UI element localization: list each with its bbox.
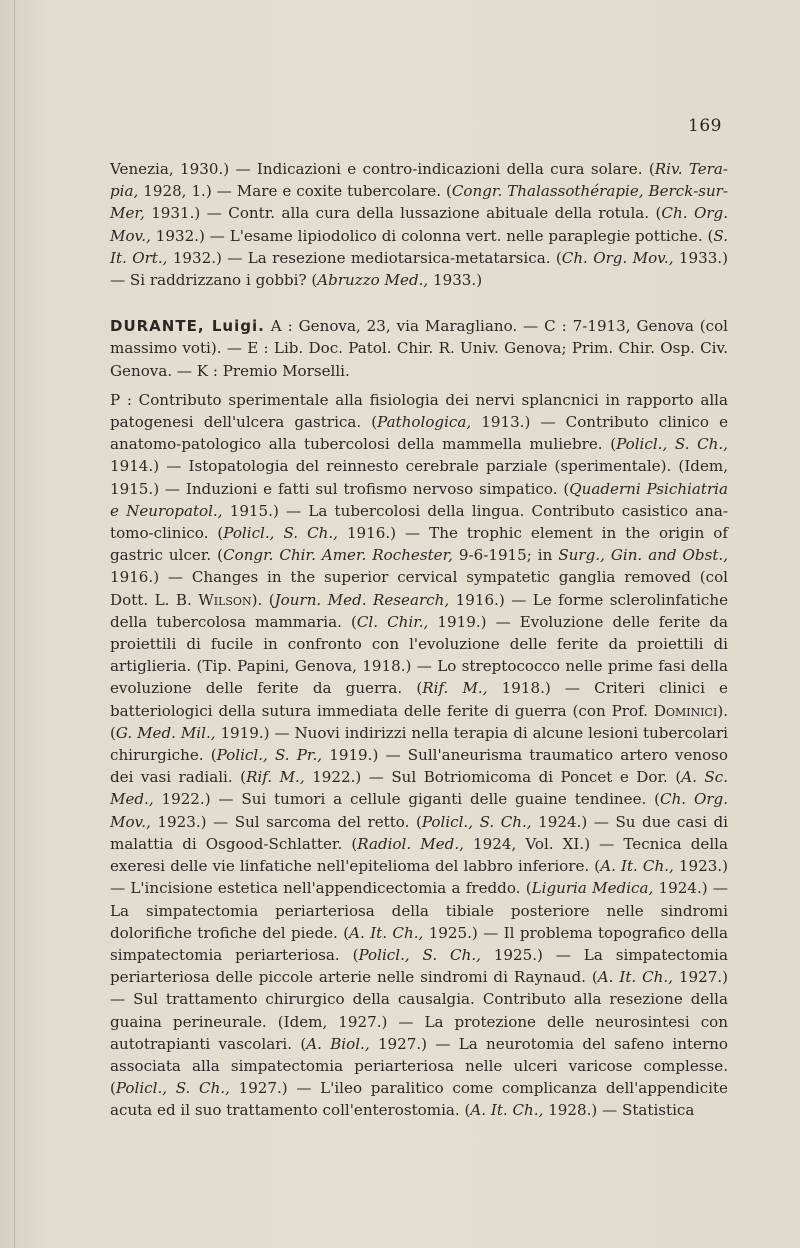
text-run: 1924.) — Su due casi di malattia di Osgood-Schlatter. ( [110, 812, 728, 853]
text-run: 1922.) — Sui tumori a cellule giganti delle guaine tendinee. ( [153, 790, 661, 809]
journal-citation: Radiol. Med., [357, 834, 464, 853]
text-run: 1914.) — Istopatologia del reinnesto cerebrale parziale (sperimentale). (Idem, 1915.) — Induzioni e fatti sul trofismo nervoso simpatico. ( [110, 457, 728, 498]
text-run: 1923.) — Sul sarcoma del retto. ( [150, 812, 422, 831]
binding-edge [14, 0, 15, 1248]
journal-citation: Policl., S. Pr., [216, 746, 323, 765]
journal-citation: Pathologica, [377, 413, 472, 432]
entry-name: DURANTE, Luigi. [110, 317, 265, 336]
journal-citation: Ch. Org. Mov., [561, 248, 674, 267]
text-run: 1916.) — The trophic element in the origin of gastric ulcer. ( [110, 524, 728, 565]
text-run: 1915.) — La tubercolosi della lingua. Contributo casistico anatomo-clinico. ( [110, 501, 728, 543]
journal-citation: A. It. Ch., [349, 923, 424, 942]
journal-citation: Rif. M., [422, 679, 488, 698]
journal-citation: Cl. Chir., [356, 612, 429, 631]
text-run: 1928.) — Statistica [543, 1101, 695, 1120]
journal-citation: Policl., S. Ch., [421, 812, 532, 831]
text-run: 1933.) — Si raddrizzano i gobbi? ( [110, 248, 728, 290]
entry-details: A : Genova, 23, via Maragliano. — C : 7-1913, Genova (col massimo voti). — E : Lib. Doc. Patol. Chir. R. Univ. Genova; Prim. Chir. Osp. Civ. Genova. — K : Premio Morselli. [110, 317, 729, 380]
text-run: 1933.) [428, 271, 483, 290]
text-run: 1932.) — La resezione mediotarsica-metatarsica. ( [167, 248, 562, 267]
entry-heading [110, 315, 728, 382]
page-number: 169 [688, 116, 722, 136]
text-run: 1931.) — Contr. alla cura della lussazione abituale della rotula. ( [144, 204, 662, 223]
text-run: ). ( [251, 590, 275, 609]
journal-citation: Rif. M., [246, 768, 305, 787]
journal-citation: A. Sc. Med., [110, 768, 729, 809]
journal-citation: Policl., S. Ch., [358, 945, 481, 964]
text-run: 1925.) — Il problema topografico della simpatectomia periarteriosa. ( [110, 923, 728, 964]
journal-citation: Policl., S. Ch., [616, 435, 728, 454]
text-run: 1928, 1.) — Mare e coxite tubercolare. ( [138, 182, 452, 201]
journal-citation: A. It. Ch., [600, 857, 674, 876]
coauthor-name: Wilson [198, 590, 252, 609]
journal-citation: Journ. Med. Research, [274, 590, 450, 609]
text-run: 1919.) — Nuovi indirizzi nella terapia di alcune lesioni tubercolari chirurgiche. ( [110, 723, 729, 765]
text-column [110, 158, 728, 1122]
journal-citation: A. It. Ch., [597, 968, 673, 987]
journal-citation: S. It. Ort., [110, 226, 728, 267]
text-run: 1916.) — Changes in the superior cervical sympatetic ganglia removed (col Dott. L. B. [110, 568, 728, 609]
text-run: 1924.) — La simpatectomia periarteriosa della tibiale posteriore nelle sindromi dolorifiche trofiche del piede. ( [110, 879, 728, 942]
text-run: 9-6-1915; in [452, 546, 559, 565]
text-run: Venezia, 1930.) — Indicazioni e contro-indicazioni della cura solare. ( [110, 160, 655, 178]
journal-citation: Riv. Terapia, [110, 160, 728, 201]
journal-citation: A. It. Ch., [470, 1101, 544, 1120]
journal-citation: Ch. Org. Mov., [110, 790, 728, 831]
journal-citation: Abruzzo Med., [317, 271, 429, 290]
text-run: 1916.) — Le forme sclerolinfatiche della tubercolosa mammaria. ( [110, 590, 729, 631]
text-run: 1927.) — Sul trattamento chirurgico della causalgia. Contributo alla resezione della guaina perineurale. (Idem, 1927.) — La protezione delle neurosintesi con autotrapianti vascolari. ( [110, 968, 728, 1053]
journal-citation: Policl., S. Ch., [223, 524, 338, 543]
text-run: 1913.) — Contributo clinico e anatomo-patologico alla tubercolosi della mammella muliebre. ( [110, 413, 729, 454]
entry-publications [110, 389, 728, 1122]
journal-citation: Congr. Chir. Amer. Rochester, [223, 546, 453, 565]
text-run: 1927.) — La neurotomia del safeno interno associata alla simpatectomia periarteriosa nelle ulceri varicose complesse. ( [110, 1034, 728, 1098]
journal-citation: Congr. Thalassothérapie, Berck-sur-Mer, [110, 182, 728, 223]
journal-citation: Surg., Gin. and Obst., [558, 546, 728, 565]
journal-citation: Policl., S. Ch., [115, 1079, 230, 1098]
text-run: 1932.) — L'esame lipiodolico di colonna vert. nelle paraplegie pottiche. ( [150, 226, 714, 245]
text-run: 1918.) — Criteri clinici e batteriologici della sutura immediata delle ferite di guerra (con Prof. [110, 679, 728, 720]
journal-citation: G. Med. Mil., [115, 723, 216, 742]
journal-citation: Ch. Org. Mov., [110, 204, 728, 245]
journal-citation: Quaderni Psichiatria e Neuropatol., [110, 479, 728, 520]
text-run: 1927.) — L'ileo paralitico come complicanza dell'appendicite acuta ed il suo trattamento coll'enterostomia. ( [110, 1079, 728, 1120]
text-run: 1919.) — Sull'aneurisma traumatico artero venoso dei vasi radiali. ( [110, 746, 729, 787]
text-run: 1919.) — Evoluzione delle ferite da proiettili di fucile in confronto con l'evoluzione delle ferite da proiettili di artiglieria. (Tip. Papini, Genova, 1918.) — Lo streptococco nelle prime fasi della evoluzione delle ferite da guerra. ( [110, 612, 728, 698]
text-run: 1925.) — La simpatectomia periarteriosa delle piccole arterie nelle sindromi di Raynaud. ( [110, 945, 729, 987]
coauthor-name: Dominici [653, 701, 718, 720]
journal-citation: A. Biol., [306, 1034, 370, 1053]
text-run: 1924, Vol. XI.) — Tecnica della exeresi delle vie linfatiche nell'epitelioma del labbro inferiore. ( [110, 834, 729, 876]
continued-paragraph [110, 158, 728, 291]
text-run: 1922.) — Sul Botriomicoma di Poncet e Dor. ( [304, 768, 682, 787]
text-run: 1923.) — L'incisione estetica nell'appendicectomia a freddo. ( [110, 857, 728, 898]
journal-citation: Liguria Medica, [531, 879, 654, 898]
text-run: P : Contributo sperimentale alla fisiologia dei nervi splancnici in rapporto alla patogenesi dell'ulcera gastrica. ( [110, 390, 728, 432]
text-run: ). ( [110, 701, 728, 742]
